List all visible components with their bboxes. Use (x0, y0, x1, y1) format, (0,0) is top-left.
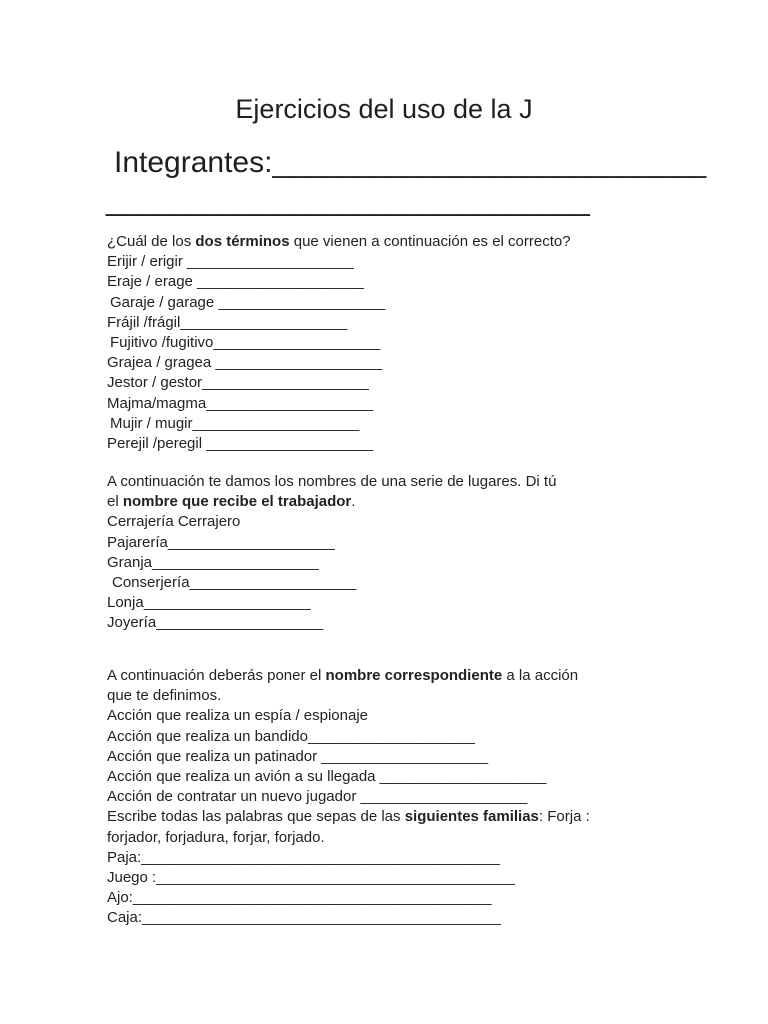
term-item: Majma/magma____________________ (107, 394, 374, 412)
place-item: Pajarería____________________ (107, 533, 335, 551)
place-item: Conserjería____________________ (112, 574, 357, 592)
family-item: Caja:___________________________________________ (107, 909, 501, 927)
section-actions-intro-2: que te definimos. (107, 687, 222, 705)
families-instruction (107, 807, 707, 827)
integrantes-line (114, 144, 706, 182)
term-item: Mujir / mugir____________________ (110, 414, 360, 432)
section-workers-intro-2 (107, 492, 707, 512)
action-item: Acción que realiza un espía / espionaje (107, 707, 369, 725)
term-item: Frájil /frágil____________________ (107, 313, 348, 331)
question-bold: dos términos (195, 233, 290, 250)
action-item: Acción que realiza un bandido____________________ (107, 727, 475, 745)
intro-text: A continuación deberás poner el (107, 667, 326, 684)
place-item: Granja____________________ (107, 553, 319, 571)
section-terms (107, 232, 707, 454)
family-item: Paja:___________________________________________ (107, 848, 500, 866)
place-item: Cerrajería Cerrajero (107, 513, 241, 531)
section-actions (107, 666, 707, 929)
page-title: Ejercicios del uso de la J (235, 94, 533, 124)
integrantes-label: Integrantes: (114, 146, 273, 179)
intro-text: el (107, 493, 123, 511)
action-item: Acción que realiza un patinador ____________________ (107, 747, 489, 765)
term-item: Garaje / garage ____________________ (110, 293, 386, 311)
term-item: Erijir / erigir ____________________ (107, 253, 354, 271)
section-workers (107, 472, 707, 634)
intro-text: a la acción (502, 667, 579, 684)
family-item: Ajo:___________________________________________ (107, 889, 492, 907)
section-workers-intro: A continuación te damos los nombres de una serie de lugares. Di tú (107, 473, 557, 490)
action-item: Acción que realiza un avión a su llegada ____________________ (107, 768, 547, 786)
term-item: Jestor / gestor____________________ (107, 374, 369, 392)
families-bold: siguientes familias (404, 808, 539, 826)
term-item: Grajea / gragea ____________________ (107, 354, 383, 372)
place-item: Joyería____________________ (107, 614, 324, 632)
intro-bold: nombre que recibe el trabajador (122, 493, 352, 511)
intro-text: . (351, 493, 356, 511)
families-text: Escribe todas las palabras que sepas de las (107, 808, 405, 826)
families-text: : Forja : (538, 808, 590, 826)
integrantes-blank-1: __________________________ (272, 146, 707, 179)
term-item: Eraje / erage ____________________ (107, 273, 364, 291)
section-terms-question (107, 232, 707, 252)
term-item: Fujitivo /fugitivo____________________ (110, 334, 381, 352)
intro-bold: nombre correspondiente (325, 667, 503, 684)
integrantes-blank-2: _____________________________ (106, 184, 590, 217)
place-item: Lonja____________________ (107, 594, 311, 612)
term-item: Perejil /peregil ____________________ (107, 435, 374, 453)
section-actions-intro (107, 666, 707, 686)
question-text: ¿Cuál de los (107, 233, 196, 250)
family-item: Juego :___________________________________________ (107, 869, 515, 887)
question-text: que vienen a continuación es el correcto? (289, 233, 571, 250)
action-item: Acción de contratar un nuevo jugador ____________________ (107, 788, 528, 806)
families-example: forjador, forjadura, forjar, forjado. (107, 828, 325, 846)
